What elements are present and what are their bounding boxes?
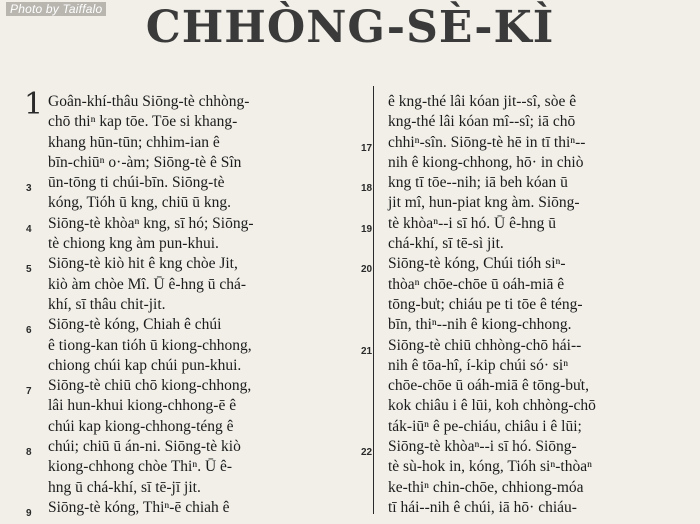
verse-number: 17 <box>361 142 373 154</box>
right-column <box>361 92 688 518</box>
line-text: bīn-chiūⁿ o·-àm; Siōng-tè ê Sîn <box>48 153 242 171</box>
text-line <box>48 356 368 376</box>
text-line <box>361 254 688 276</box>
line-text: chúi kap kiong-chhong-téng ê <box>48 417 234 435</box>
text-line <box>48 478 368 498</box>
line-text: ê kng-thé lâi kóan jit--sî, sòe ê <box>388 93 577 110</box>
verse-number: 18 <box>361 183 373 195</box>
text-line <box>388 498 688 518</box>
line-text: khí, sī thâu chit-jit. <box>48 295 166 313</box>
line-text: chō thiⁿ kap tōe. Tōe si khang- <box>48 113 238 131</box>
line-text: tè khòaⁿ--i sī hó. Ū ê-hng ū <box>388 214 557 232</box>
verse-number: 5 <box>26 264 32 276</box>
text-line <box>48 193 368 213</box>
text-line <box>388 153 688 173</box>
line-text: tè sù-hok in, kóng, Tióh siⁿ-thòaⁿ <box>388 458 592 476</box>
text-line <box>388 295 688 315</box>
text-line <box>388 356 688 376</box>
line-text: ke-thiⁿ chin-chōe, chhiong-móa <box>388 478 584 496</box>
text-line <box>361 133 688 154</box>
text-line <box>388 478 688 498</box>
line-text: chúi; chiū ū án-ni. Siōng-tè kiò <box>48 438 241 456</box>
line-text: ták-iūⁿ ê pe-chiáu, chiâu i ê lūi; <box>388 417 582 435</box>
line-text: jit mî, hun-piat kng àm. Siōng- <box>388 194 580 212</box>
line-text: chōe-chōe ū oáh-miā ê tōng-bu̍t, <box>388 377 589 395</box>
text-line <box>48 457 368 477</box>
text-line <box>48 295 368 315</box>
verse-number: 7 <box>26 386 32 398</box>
line-text: tōng-bu̍t; chiáu pe ti tōe ê téng- <box>388 295 583 313</box>
right-column-lines <box>361 92 688 518</box>
text-line <box>361 437 688 459</box>
verse-number: 20 <box>361 264 373 276</box>
text-line <box>388 376 688 396</box>
verse-number: 9 <box>26 507 32 519</box>
text-line <box>388 112 688 132</box>
text-line <box>26 315 368 337</box>
page-title: CHHÒNG-SÈ-KÌ <box>145 2 555 53</box>
line-text: tè chiong kng àm pun-khui. <box>48 235 219 253</box>
line-text: chá-khí, sī tē-sì jit. <box>388 235 504 253</box>
text-line <box>48 133 368 153</box>
text-line <box>388 417 688 437</box>
text-line <box>26 214 368 235</box>
left-column <box>24 87 368 519</box>
line-text: nih ê tōa-hî, í-kip chúi só· siⁿ <box>388 356 569 374</box>
verse-number: 22 <box>361 447 373 459</box>
line-text: tī hái--nih ê chúi, iā hō· chiáu- <box>388 498 577 516</box>
text-line <box>388 92 688 112</box>
line-text: Siōng-tè chiū chhòng-chō hái-- <box>388 336 582 354</box>
line-text: kng-thé lâi kóan mî--sî; iā chō <box>388 113 576 131</box>
verse-number: 19 <box>361 223 373 235</box>
line-text: lâi hun-khui kiong-chhong-ē ê <box>48 397 237 415</box>
text-line <box>388 193 688 213</box>
text-line <box>48 234 368 254</box>
text-line <box>48 275 368 295</box>
line-text: kng tī tōe--nih; iā beh kóan ū <box>388 174 568 192</box>
photo-credit: Photo by Taiffalo <box>6 2 106 16</box>
line-text: Siōng-tè kóng, Chúi tióh siⁿ- <box>388 255 566 273</box>
line-text: kiong-chhong chòe Thiⁿ. Ū ê- <box>48 458 233 476</box>
text-line <box>26 498 368 519</box>
line-text: chhiⁿ-sîn. Siōng-tè hē in tī thiⁿ-- <box>388 133 586 151</box>
verse-number: 8 <box>26 447 32 459</box>
line-text: Goân-khí-thâu Siōng-tè chhòng- <box>48 93 250 110</box>
line-text: Siōng-tè chiū chō kiong-chhong, <box>48 377 252 395</box>
text-line <box>388 457 688 477</box>
text-line <box>388 315 688 335</box>
text-line <box>361 173 688 195</box>
left-column-lines <box>26 92 368 519</box>
text-line <box>48 92 368 112</box>
line-text: chiong chúi kap chúi pun-khui. <box>48 356 242 374</box>
line-text: bīn, thiⁿ--nih ê kiong-chhong. <box>388 316 572 334</box>
line-text: Siōng-tè kiò hit ê kng chòe Jit, <box>48 255 238 273</box>
text-line <box>48 153 368 173</box>
line-text: Siōng-tè khòaⁿ kng, sī hó; Siōng- <box>48 214 254 232</box>
line-text: khang hūn-tūn; chhim-ian ê <box>48 133 220 151</box>
text-line <box>48 112 368 132</box>
text-line <box>361 214 688 235</box>
line-text: hng ū chá-khí, sī tē-jī jit. <box>48 478 201 496</box>
line-text: nih ê kiong-chhong, hō· in chiò <box>388 153 584 171</box>
verse-number: 4 <box>26 223 32 235</box>
text-line <box>48 336 368 356</box>
line-text: Siōng-tè kóng, Chiah ê chúi <box>48 316 222 334</box>
verse-number: 6 <box>26 325 32 337</box>
line-text: kiò àm chòe Mî. Ū ê-hng ū chá- <box>48 275 246 293</box>
line-text: kok chiâu i ê lūi, koh chhòng-chō <box>388 397 596 415</box>
text-line <box>48 417 368 437</box>
chapter-number: 1 <box>24 87 44 122</box>
line-text: thòaⁿ chōe-chōe ū oáh-miā ê <box>388 275 565 293</box>
text-line <box>388 234 688 254</box>
column-divider <box>373 86 374 514</box>
verse-number: 3 <box>26 183 32 195</box>
line-text: Siōng-tè kóng, Thiⁿ-ē chiah ê <box>48 498 230 516</box>
text-line <box>388 396 688 416</box>
text-line <box>48 396 368 416</box>
line-text: kóng, Tióh ū kng, chiū ū kng. <box>48 194 232 212</box>
verse-number: 21 <box>361 345 373 357</box>
line-text: ê tiong-kan tióh ū kiong-chhong, <box>48 336 252 354</box>
line-text: Siōng-tè khòaⁿ--i sī hó. Siōng- <box>388 438 577 456</box>
line-text: ūn-tōng ti chúi-bīn. Siōng-tè <box>48 174 225 192</box>
text-line <box>26 376 368 398</box>
text-line <box>388 275 688 295</box>
text-line <box>361 336 688 357</box>
